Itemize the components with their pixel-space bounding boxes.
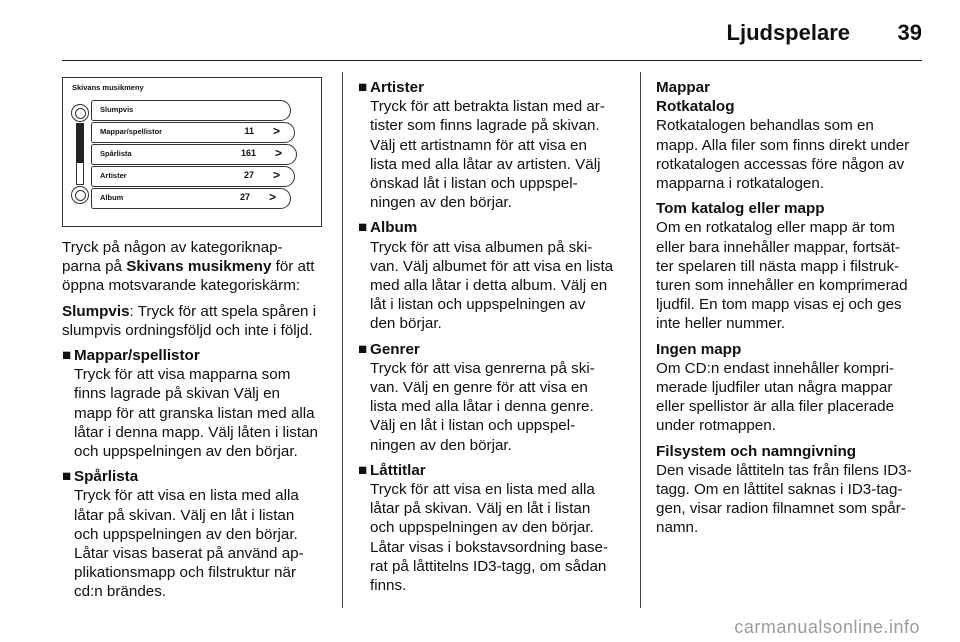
menu-name: Skivans musikmeny [126,258,272,276]
menu-row-sparlista [91,144,297,165]
column-1 [62,238,334,602]
bullet-square-icon: ■ [358,219,368,237]
intro-line: Tryck på någon av kategoriknap- [62,239,283,256]
menu-row-count: 27 [243,170,254,180]
chevron-right-icon: > [268,190,276,204]
menu-row-count: 11 [244,126,254,136]
knob-up-icon [71,104,89,122]
subsection-body: Rotkatalogen behandlas som en mapp. Alla filer som finns direkt under rotkatalogen accessas före någon av mapparna i rotkatalogen. [656,117,910,193]
section-body: Tryck för att visa genrerna på ski- van. Välj en genre för att visa en lista med alla låtar i denna genre. Välj en låt i listan och uppspel- ningen av den börjar. [370,359,595,454]
column-3 [656,78,924,538]
menu-row-mappar [91,122,295,143]
knob-down-icon [71,186,89,204]
screen-title: Skivans musikmeny [72,83,144,92]
chevron-right-icon: > [272,124,280,138]
section-heading: ■ Mappar/spellistor [62,347,200,365]
scrollbar-thumb [76,123,84,163]
slumpvis-line: Slumpvis: Tryck för att spela spåren i [62,302,317,320]
column-divider [640,72,641,608]
subsection-body: Om CD:n endast innehåller kompri- merade ljudfiler utan några mappar eller spellistor är alla filer placerade under rotmappen. [656,359,895,435]
bullet-square-icon: ■ [62,468,72,486]
column-2 [358,78,634,595]
section-body: Tryck för att visa mapparna som finns lagrade på skivan Välj en mapp för att granska listan med alla låtar i denna mapp. Välj låten i listan och uppspelningen av den börjar. [74,366,318,461]
bullet-square-icon: ■ [358,340,368,358]
menu-row-artister [91,166,295,187]
section-body: Tryck för att visa albumen på ski- van. Välj albumet för att visa en lista med alla låtar i detta album. Välj en låt i listan och uppspelningen av den börjar. [370,238,614,333]
section-heading: ■ Genrer [358,340,420,358]
watermark: carmanualsonline.info [734,617,920,637]
section-heading: ■ Låttitlar [358,461,426,479]
bullet-square-icon: ■ [358,79,368,96]
subsection-heading: Tom katalog eller mapp [656,200,825,218]
chevron-right-icon: > [274,146,282,160]
menu-row-label: Album [100,193,124,202]
subsection-heading: Ingen mapp [656,340,742,358]
intro-line: öppna motsvarande kategoriskärm: [62,277,301,295]
intro-line: parna på Skivans musikmeny för att [62,258,315,276]
music-menu-illustration [62,77,322,227]
column-divider [342,72,343,608]
bullet-square-icon: ■ [62,347,72,365]
page-number: 39 [897,20,922,45]
menu-row-label: Slumpvis [100,105,134,114]
menu-row-slumpvis [91,100,291,121]
section-heading: ■ Album [358,219,418,237]
subsection-body: Den visade låttiteln tas från filens ID3- tagg. Om en låttitel saknas i ID3-tag- gen, visar radion filnamnet som spår- namn. [656,461,912,537]
section-body: Tryck för att visa en lista med alla låtar på skivan. Välj en låt i listan och uppspelningen av den börjar. Låtar visas baserat på använd ap- plikationsmapp och filstruktur när cd:n brändes. [74,487,304,601]
bullet-square-icon: ■ [358,461,368,479]
menu-row-count: 27 [239,192,250,202]
section-title: Mappar [656,79,711,96]
section-heading: ■ Artister [358,79,425,96]
menu-row-count: 161 [240,148,256,158]
slumpvis-line: slumpvis ordningsföljd och inte i följd. [62,321,313,339]
section-body: Tryck för att betrakta listan med ar- tister som finns lagrade på skivan. Välj ett artistnamn för att visa en lista med alla låtar av artisten. Välj önskad låt i listan och uppspel- ningen av den börjar. [370,98,605,212]
menu-row-label: Mappar/spellistor [100,127,163,136]
menu-row-label: Artister [100,171,127,180]
menu-row-album [91,188,291,209]
section-heading: ■ Spårlista [62,468,139,486]
subsection-heading: Rotkatalog [656,98,735,116]
page-title: Ljudspelare [726,20,850,45]
subsection-body: Om en rotkatalog eller mapp är tom eller bara innehåller mappar, fortsät- ter spelaren till nästa mapp i filstruk- turen som innehåller en komprimerad ljudfil. En tom mapp visas ej och ges inte heller nummer. [656,219,908,333]
section-body: Tryck för att visa en lista med alla låtar på skivan. Välj en låt i listan och uppspelningen av den börjar. Låtar visas i bokstavsordning base- rat på låttitelns ID3-tagg, om sådan finns. [370,481,609,595]
chevron-right-icon: > [272,168,280,182]
menu-row-label: Spårlista [100,149,132,158]
subsection-heading: Filsystem och namngivning [656,442,857,460]
header-rule [62,60,922,61]
page-header [0,0,960,64]
